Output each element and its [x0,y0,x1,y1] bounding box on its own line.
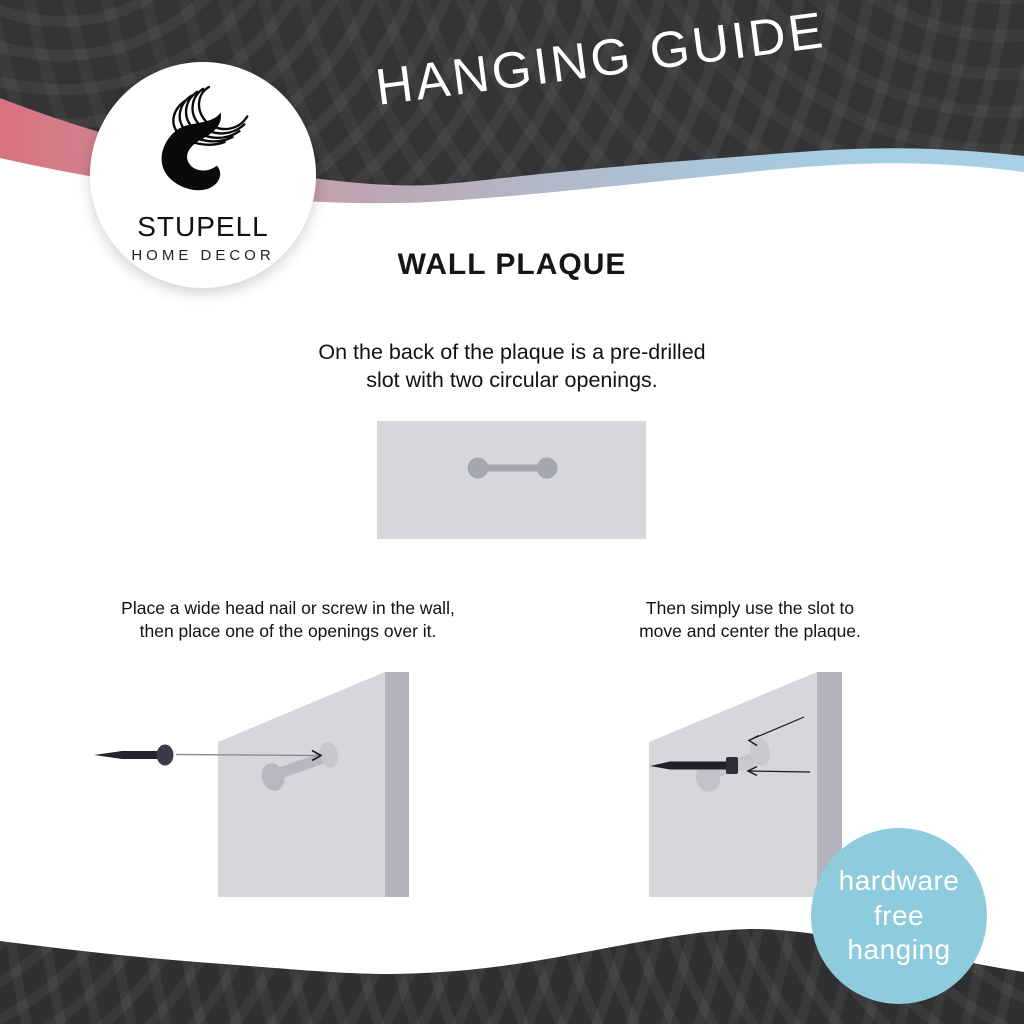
brand-logo-circle [90,62,316,288]
step-left-text [60,597,516,643]
plaque-back-panel [377,421,646,539]
brand-name: STUPELL [137,211,269,242]
nail-head [726,757,738,774]
slot-opening-right [537,458,558,479]
hardware-free-badge [811,828,987,1004]
plaque-front-face [649,672,817,897]
step-left-line-2: then place one of the openings over it. [139,621,437,641]
step-right-line-2: move and center the plaque. [639,621,861,641]
intro-line-1: On the back of the plaque is a pre-drilled [318,340,706,364]
page-title: HANGING GUIDE [372,0,829,116]
stupell-s-icon [144,82,262,204]
step-left-line-1: Place a wide head nail or screw in the wall, [121,598,455,618]
step-right-line-1: Then simply use the slot to [645,598,855,618]
intro-line-2: slot with two circular openings. [366,367,658,392]
alignment-arrow-line [176,755,320,756]
badge-line-1: hardware [838,865,960,896]
plaque-side-edge [385,672,409,897]
intro-text [0,339,1024,394]
badge-line-2: free [873,899,925,931]
plaque-back-diagram [377,421,646,539]
badge-line-3: hanging [847,934,951,965]
slot-opening-left [468,458,489,479]
step-right-text [560,597,940,643]
nail-shaft [94,751,160,759]
brand-tagline: HOME DECOR [131,247,275,264]
figure-nail-to-wall [80,660,460,910]
plaque-front-face [218,672,385,897]
section-title: WALL PLAQUE [397,248,627,281]
stupell-s-body [162,113,221,191]
nail-head [157,745,174,766]
